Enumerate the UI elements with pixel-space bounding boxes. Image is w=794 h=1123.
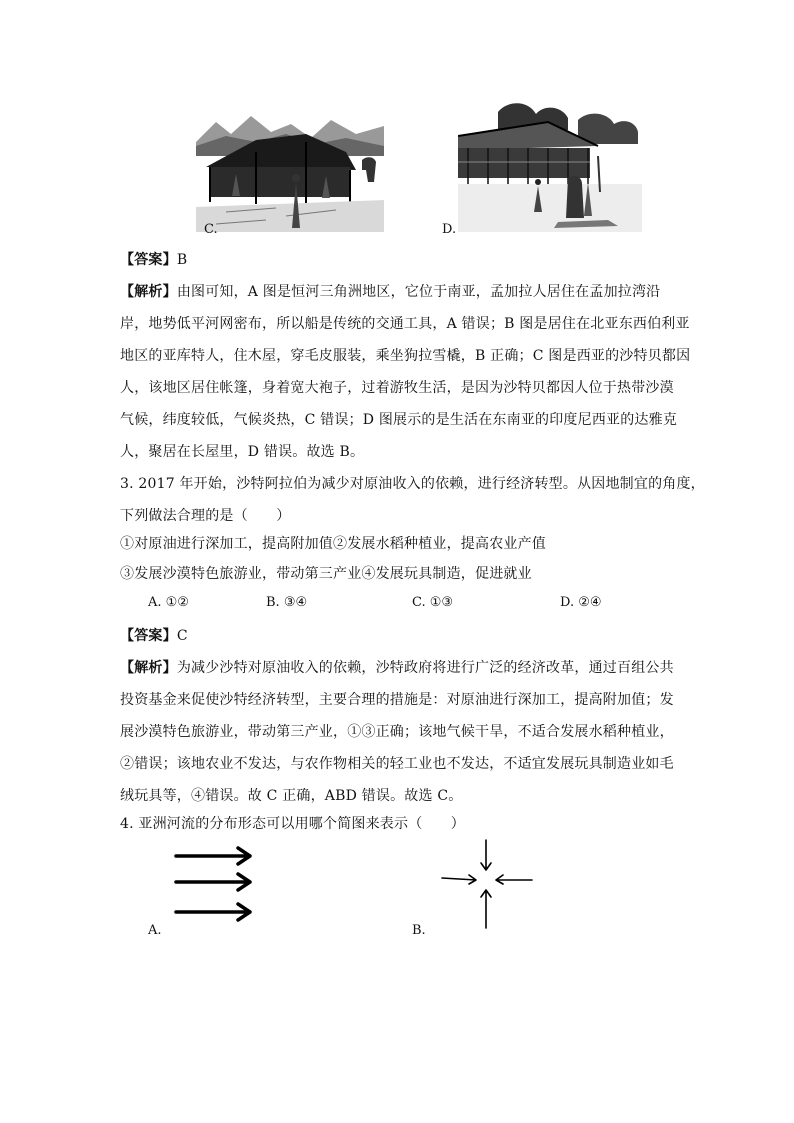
q3-option-d: D. ②④ — [560, 595, 602, 610]
q4-option-a-figure — [170, 842, 260, 926]
arrow-1 — [176, 848, 250, 864]
figure-d-label: D. — [442, 222, 457, 237]
bedouin-tent-illustration — [196, 112, 384, 232]
q3-option-a: A. ①② — [148, 595, 189, 610]
q2-analysis-line-4: 气候，纬度较低，气候炎热，C 错误；D 图展示的是生活在东南亚的印度尼西亚的达雅克 — [120, 412, 678, 428]
q3-option-c: C. ①③ — [412, 595, 454, 610]
q4-stem: 4. 亚洲河流的分布形态可以用哪个简图来表示（ ） — [120, 816, 466, 832]
q2-analysis-line-5: 人，聚居在长屋里，D 错误。故选 B。 — [120, 444, 365, 460]
q3-answer-tag: 【答案】 — [120, 628, 177, 644]
q2-analysis-tag: 【解析】 — [120, 284, 177, 300]
figure-c-bedouin-tent — [196, 112, 384, 237]
q3-option-b: B. ③④ — [266, 595, 308, 610]
q3-analysis-line-2: 展沙漠特色旅游业，带动第三产业，①③正确；该地气候干旱，不适合发展水稻种植业， — [120, 724, 674, 740]
q2-answer-value: B — [176, 252, 188, 268]
q3-analysis-line-1: 投资基金来促使沙特经济转型，主要合理的措施是：对原油进行深加工，提高附加值；发 — [120, 692, 674, 708]
q2-analysis-text-0: 由图可知，A 图是恒河三角洲地区，它位于南亚，孟加拉人居住在孟加拉湾沿 — [176, 284, 661, 300]
q3-statement-1: ③发展沙漠特色旅游业，带动第三产业④发展玩具制造，促进就业 — [120, 566, 532, 582]
q3-stem-line-1: 下列做法合理的是（ ） — [120, 508, 291, 524]
q3-analysis-text-0: 为减少沙特对原油收入的依赖，沙特政府将进行广泛的经济改革，通过百组公共 — [176, 660, 674, 676]
q3-answer-value: C — [176, 628, 188, 644]
q3-answer-line — [120, 625, 188, 645]
q3-stem-line-0: 3. 2017 年开始，沙特阿拉伯为减少对原油收入的依赖，进行经济转型。从因地制宜的角度， — [120, 476, 705, 492]
q4-option-b-label: B. — [412, 923, 426, 938]
q3-analysis-tag: 【解析】 — [120, 660, 177, 676]
figure-d-longhouse — [442, 100, 642, 237]
arrow-from-top — [481, 840, 491, 870]
q3-analysis-line-3: ②错误；该地农业不发达，与农作物相关的轻工业也不发达，不适宜发展玩具制造业如毛 — [120, 756, 674, 772]
arrow-from-right — [496, 875, 532, 884]
arrow-from-bottom — [481, 890, 491, 928]
q3-analysis-line-0 — [120, 657, 674, 677]
arrow-3 — [176, 904, 250, 920]
arrow-from-left — [442, 875, 476, 884]
figure-c-label: C. — [204, 222, 218, 237]
arrow-2 — [176, 874, 250, 890]
q3-analysis-line-4: 绒玩具等，④错误。故 C 正确，ABD 错误。故选 C。 — [120, 788, 463, 804]
q2-analysis-line-0 — [120, 281, 660, 301]
q4-option-a-label: A. — [148, 923, 162, 938]
q2-analysis-line-2: 地区的亚库特人，住木屋，穿毛皮服装，乘坐狗拉雪橇，B 正确；C 图是西亚的沙特贝都因 — [120, 348, 691, 364]
longhouse-illustration — [458, 100, 642, 232]
q2-answer-line — [120, 249, 187, 269]
inward-arrows-diagram — [436, 836, 536, 932]
q2-answer-tag: 【答案】 — [120, 252, 177, 268]
q4-option-b-figure — [436, 836, 536, 932]
q2-analysis-line-1: 岸，地势低平河网密布，所以船是传统的交通工具，A 错误；B 图是居住在北亚东西伯利亚 — [120, 316, 690, 332]
q3-statement-0: ①对原油进行深加工，提高附加值②发展水稻种植业，提高农业产值 — [120, 536, 546, 552]
parallel-arrows-diagram — [170, 842, 260, 926]
q2-analysis-line-3: 人，该地区居住帐篷，身着宽大袍子，过着游牧生活，是因为沙特贝都因人位于热带沙漠 — [120, 380, 674, 396]
